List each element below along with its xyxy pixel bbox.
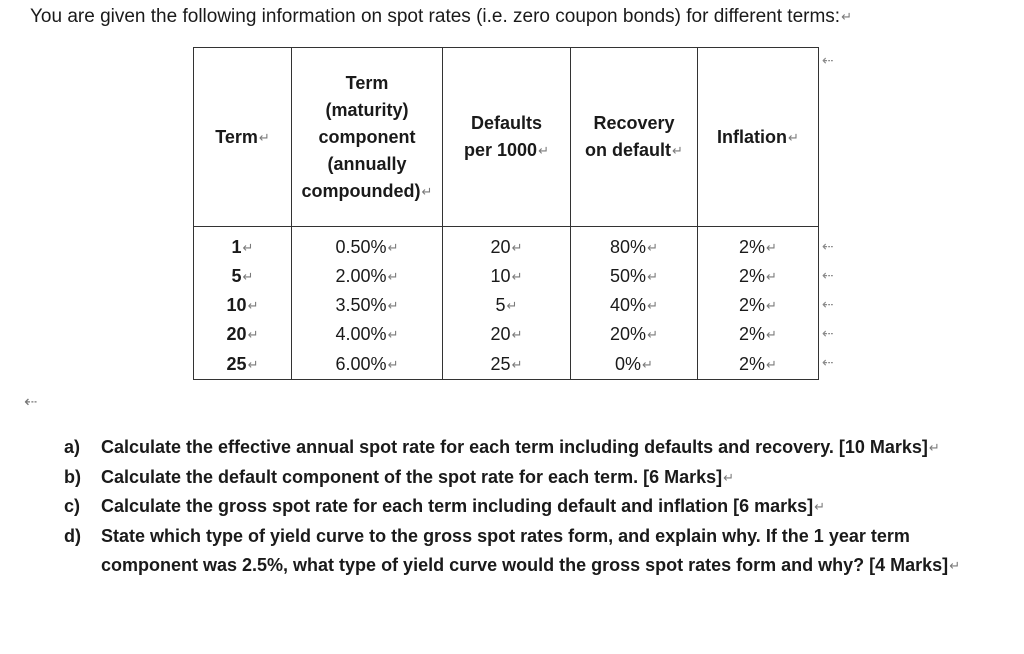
question-item-a [64, 433, 964, 463]
row-end-mark-icon: ⇠ [822, 296, 834, 312]
question-label: d) [64, 525, 81, 546]
table-row [194, 262, 819, 291]
table-row [194, 349, 819, 380]
row-end-mark-icon: ⇠ [822, 238, 834, 254]
question-text: Calculate the default component of the spot rate for each term. [6 Marks]↵ [101, 466, 735, 487]
row-end-mark-icon: ⇠ [822, 325, 834, 341]
table-row [194, 233, 819, 262]
cell-inflation: 2%↵ [698, 262, 819, 291]
table-row [194, 320, 819, 349]
header-defaults: Defaults per 1000↵ [443, 48, 571, 227]
row-end-mark-icon: ⇠ [822, 52, 834, 68]
table-row [194, 291, 819, 320]
header-term: Term↵ [194, 48, 292, 227]
cell-defaults: 5↵ [443, 291, 571, 320]
cell-component: 3.50%↵ [292, 291, 443, 320]
question-item-c [64, 492, 964, 522]
cell-term: 10↵ [194, 291, 292, 320]
row-end-mark-icon: ⇠ [822, 354, 834, 370]
question-label: a) [64, 437, 81, 457]
intro-sentence: You are given the following information on spot rates (i.e. zero coupon bonds) for different terms: [30, 6, 841, 27]
cell-inflation: 2%↵ [698, 320, 819, 349]
spot-rate-table [193, 47, 819, 380]
cell-recovery: 20%↵ [571, 320, 698, 349]
question-label: b) [64, 466, 81, 487]
question-list [64, 433, 964, 581]
question-text: Calculate the gross spot rate for each term including default and inflation [6 marks]↵ [101, 496, 826, 516]
cell-inflation: 2%↵ [698, 291, 819, 320]
header-inflation: Inflation↵ [698, 48, 819, 227]
cell-recovery: 0%↵ [571, 349, 698, 380]
cell-component: 2.00%↵ [292, 262, 443, 291]
intro-text [30, 6, 852, 28]
cell-defaults: 20↵ [443, 233, 571, 262]
question-item-b [64, 463, 964, 493]
cell-recovery: 50%↵ [571, 262, 698, 291]
cell-inflation: 2%↵ [698, 349, 819, 380]
cell-defaults: 10↵ [443, 262, 571, 291]
cell-term: 25↵ [194, 349, 292, 380]
text-cursor-mark-icon: ⇠ [24, 394, 38, 411]
cell-term: 1↵ [194, 233, 292, 262]
cell-recovery: 80%↵ [571, 233, 698, 262]
table-header-row [194, 48, 819, 227]
cell-term: 20↵ [194, 320, 292, 349]
cell-recovery: 40%↵ [571, 291, 698, 320]
question-text: State which type of yield curve to the gross spot rates form, and explain why. If the 1 year term component was 2.5%, what type of yield curve would the gross spot rates form and why? [4 Marks]↵ [101, 525, 961, 575]
cell-component: 0.50%↵ [292, 233, 443, 262]
question-text: Calculate the effective annual spot rate for each term including defaults and recovery. [10 Marks]↵ [101, 437, 940, 457]
cell-term: 5↵ [194, 262, 292, 291]
cell-component: 6.00%↵ [292, 349, 443, 380]
header-component: Term (maturity) component (annually compounded)↵ [292, 48, 443, 227]
question-label: c) [64, 496, 81, 516]
row-end-mark-icon: ⇠ [822, 267, 834, 283]
paragraph-mark-icon: ↵ [841, 9, 852, 24]
cell-defaults: 20↵ [443, 320, 571, 349]
question-item-d [64, 522, 964, 581]
cell-component: 4.00%↵ [292, 320, 443, 349]
cell-defaults: 25↵ [443, 349, 571, 380]
header-recovery: Recovery on default↵ [571, 48, 698, 227]
cell-inflation: 2%↵ [698, 233, 819, 262]
